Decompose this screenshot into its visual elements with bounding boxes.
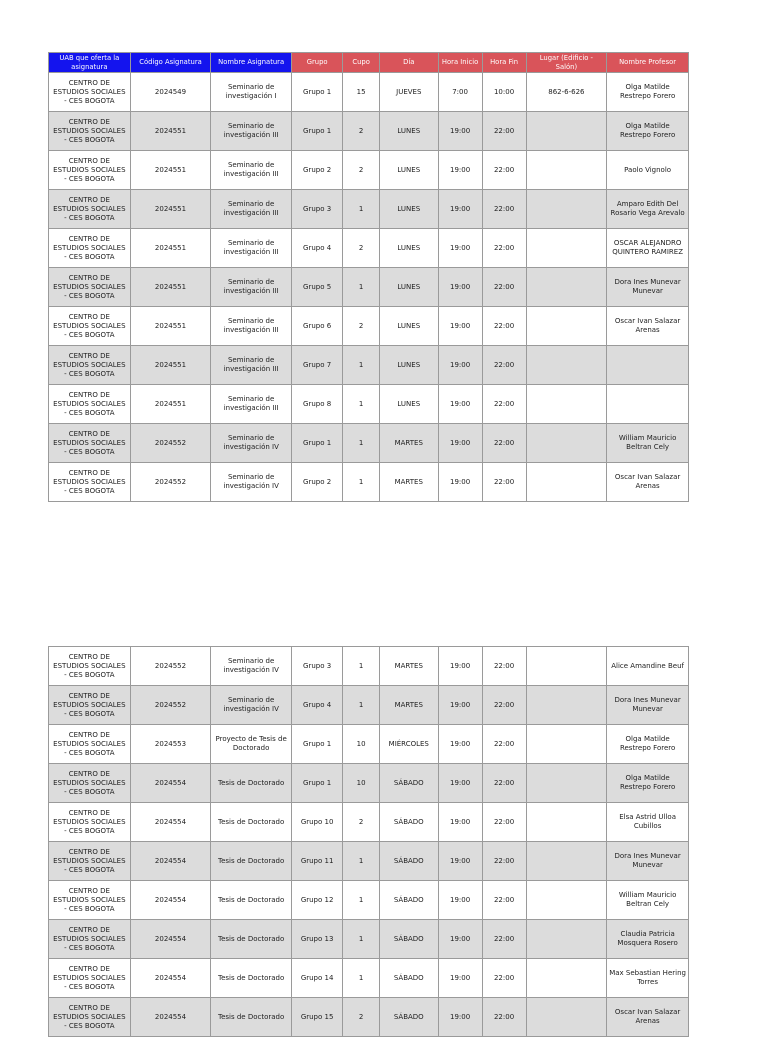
cell-grupo: Grupo 4	[291, 686, 342, 725]
cell-hora-fin: 22:00	[482, 112, 526, 151]
cell-nombre: Seminario de investigación III	[211, 112, 292, 151]
cell-dia: LUNES	[379, 385, 438, 424]
cell-codigo: 2024551	[130, 151, 211, 190]
cell-dia: SÁBADO	[379, 764, 438, 803]
table-row	[49, 229, 689, 268]
cell-profesor: Alice Amandine Beuf	[607, 647, 689, 686]
cell-hora-fin: 22:00	[482, 803, 526, 842]
cell-uab: CENTRO DE ESTUDIOS SOCIALES - CES BOGOTA	[49, 842, 131, 881]
cell-lugar	[526, 424, 607, 463]
cell-nombre: Proyecto de Tesis de Doctorado	[211, 725, 292, 764]
cell-profesor: Paolo Vignolo	[607, 151, 689, 190]
cell-uab: CENTRO DE ESTUDIOS SOCIALES - CES BOGOTA	[49, 307, 131, 346]
table-row	[49, 463, 689, 502]
cell-profesor: Olga Matilde Restrepo Forero	[607, 725, 689, 764]
cell-lugar	[526, 346, 607, 385]
cell-uab: CENTRO DE ESTUDIOS SOCIALES - CES BOGOTA	[49, 346, 131, 385]
cell-dia: MARTES	[379, 686, 438, 725]
header-cupo: Cupo	[343, 53, 380, 73]
cell-hora-fin: 22:00	[482, 959, 526, 998]
cell-cupo: 2	[343, 803, 380, 842]
cell-dia: SÁBADO	[379, 920, 438, 959]
cell-codigo: 2024553	[130, 725, 211, 764]
cell-nombre: Seminario de investigación III	[211, 385, 292, 424]
cell-profesor	[607, 346, 689, 385]
schedule-table-page-1	[48, 52, 689, 502]
cell-codigo: 2024551	[130, 385, 211, 424]
cell-grupo: Grupo 3	[291, 190, 342, 229]
cell-nombre: Seminario de investigación III	[211, 307, 292, 346]
cell-profesor: Amparo Edith Del Rosario Vega Arevalo	[607, 190, 689, 229]
cell-codigo: 2024552	[130, 463, 211, 502]
cell-codigo: 2024552	[130, 647, 211, 686]
cell-profesor: William Mauricio Beltran Cely	[607, 424, 689, 463]
table-row	[49, 686, 689, 725]
cell-nombre: Seminario de investigación IV	[211, 647, 292, 686]
cell-nombre: Seminario de investigación IV	[211, 463, 292, 502]
cell-cupo: 1	[343, 385, 380, 424]
table-row	[49, 346, 689, 385]
cell-hora-inicio: 19:00	[438, 307, 482, 346]
cell-hora-inicio: 19:00	[438, 190, 482, 229]
cell-profesor: Oscar Ivan Salazar Arenas	[607, 307, 689, 346]
cell-uab: CENTRO DE ESTUDIOS SOCIALES - CES BOGOTA	[49, 190, 131, 229]
table-row	[49, 268, 689, 307]
table-row	[49, 112, 689, 151]
cell-lugar	[526, 764, 607, 803]
cell-codigo: 2024551	[130, 307, 211, 346]
header-grupo: Grupo	[291, 53, 342, 73]
cell-dia: LUNES	[379, 268, 438, 307]
table-row	[49, 920, 689, 959]
cell-hora-fin: 22:00	[482, 307, 526, 346]
cell-hora-inicio: 19:00	[438, 268, 482, 307]
cell-hora-inicio: 19:00	[438, 959, 482, 998]
cell-cupo: 2	[343, 307, 380, 346]
table-row	[49, 842, 689, 881]
cell-grupo: Grupo 4	[291, 229, 342, 268]
cell-grupo: Grupo 3	[291, 647, 342, 686]
cell-lugar	[526, 307, 607, 346]
cell-profesor: Dora Ines Munevar Munevar	[607, 842, 689, 881]
table-row	[49, 190, 689, 229]
cell-grupo: Grupo 1	[291, 424, 342, 463]
cell-dia: LUNES	[379, 112, 438, 151]
cell-dia: SÁBADO	[379, 959, 438, 998]
cell-lugar	[526, 229, 607, 268]
cell-cupo: 1	[343, 424, 380, 463]
cell-hora-fin: 10:00	[482, 73, 526, 112]
cell-cupo: 1	[343, 842, 380, 881]
cell-uab: CENTRO DE ESTUDIOS SOCIALES - CES BOGOTA	[49, 998, 131, 1037]
cell-uab: CENTRO DE ESTUDIOS SOCIALES - CES BOGOTA	[49, 803, 131, 842]
cell-hora-fin: 22:00	[482, 920, 526, 959]
cell-codigo: 2024549	[130, 73, 211, 112]
cell-cupo: 1	[343, 463, 380, 502]
cell-cupo: 1	[343, 686, 380, 725]
cell-hora-inicio: 19:00	[438, 346, 482, 385]
cell-grupo: Grupo 1	[291, 764, 342, 803]
cell-cupo: 1	[343, 190, 380, 229]
cell-profesor: Olga Matilde Restrepo Forero	[607, 112, 689, 151]
cell-grupo: Grupo 10	[291, 803, 342, 842]
cell-nombre: Seminario de investigación III	[211, 346, 292, 385]
cell-nombre: Seminario de investigación IV	[211, 686, 292, 725]
cell-lugar	[526, 725, 607, 764]
cell-cupo: 2	[343, 151, 380, 190]
header-hora-fin: Hora Fin	[482, 53, 526, 73]
cell-profesor: William Mauricio Beltran Cely	[607, 881, 689, 920]
table-row	[49, 998, 689, 1037]
table-row	[49, 959, 689, 998]
cell-codigo: 2024551	[130, 112, 211, 151]
cell-grupo: Grupo 13	[291, 920, 342, 959]
cell-uab: CENTRO DE ESTUDIOS SOCIALES - CES BOGOTA	[49, 647, 131, 686]
cell-nombre: Tesis de Doctorado	[211, 998, 292, 1037]
cell-lugar	[526, 190, 607, 229]
cell-hora-inicio: 19:00	[438, 647, 482, 686]
cell-profesor: Dora Ines Munevar Munevar	[607, 686, 689, 725]
cell-nombre: Tesis de Doctorado	[211, 959, 292, 998]
cell-hora-inicio: 19:00	[438, 764, 482, 803]
table-row	[49, 307, 689, 346]
cell-nombre: Tesis de Doctorado	[211, 842, 292, 881]
header-codigo: Código Asignatura	[130, 53, 211, 73]
cell-profesor: Claudia Patricia Mosquera Rosero	[607, 920, 689, 959]
cell-grupo: Grupo 11	[291, 842, 342, 881]
cell-dia: MARTES	[379, 647, 438, 686]
cell-cupo: 2	[343, 998, 380, 1037]
cell-dia: MIÉRCOLES	[379, 725, 438, 764]
cell-dia: SÁBADO	[379, 842, 438, 881]
cell-nombre: Seminario de investigación III	[211, 190, 292, 229]
cell-cupo: 2	[343, 229, 380, 268]
table-row	[49, 385, 689, 424]
cell-codigo: 2024551	[130, 346, 211, 385]
cell-lugar	[526, 463, 607, 502]
table-body	[49, 647, 689, 1037]
cell-codigo: 2024554	[130, 959, 211, 998]
cell-uab: CENTRO DE ESTUDIOS SOCIALES - CES BOGOTA	[49, 764, 131, 803]
cell-hora-fin: 22:00	[482, 151, 526, 190]
cell-grupo: Grupo 8	[291, 385, 342, 424]
cell-hora-fin: 22:00	[482, 764, 526, 803]
cell-lugar	[526, 385, 607, 424]
table-row	[49, 647, 689, 686]
cell-nombre: Seminario de investigación I	[211, 73, 292, 112]
table-body	[49, 73, 689, 502]
cell-dia: JUEVES	[379, 73, 438, 112]
cell-dia: MARTES	[379, 463, 438, 502]
cell-codigo: 2024551	[130, 268, 211, 307]
cell-nombre: Seminario de investigación III	[211, 151, 292, 190]
cell-grupo: Grupo 1	[291, 725, 342, 764]
cell-codigo: 2024554	[130, 998, 211, 1037]
cell-cupo: 1	[343, 647, 380, 686]
table-row	[49, 73, 689, 112]
cell-hora-fin: 22:00	[482, 229, 526, 268]
cell-uab: CENTRO DE ESTUDIOS SOCIALES - CES BOGOTA	[49, 73, 131, 112]
cell-uab: CENTRO DE ESTUDIOS SOCIALES - CES BOGOTA	[49, 229, 131, 268]
cell-cupo: 1	[343, 920, 380, 959]
cell-uab: CENTRO DE ESTUDIOS SOCIALES - CES BOGOTA	[49, 385, 131, 424]
cell-lugar: 862-6-626	[526, 73, 607, 112]
header-nombre: Nombre Asignatura	[211, 53, 292, 73]
cell-lugar	[526, 881, 607, 920]
cell-profesor: Max Sebastian Hering Torres	[607, 959, 689, 998]
cell-profesor: OSCAR ALEJANDRO QUINTERO RAMIREZ	[607, 229, 689, 268]
cell-nombre: Tesis de Doctorado	[211, 803, 292, 842]
cell-hora-fin: 22:00	[482, 463, 526, 502]
cell-profesor: Elsa Astrid Ulloa Cubillos	[607, 803, 689, 842]
header-hora-inicio: Hora Inicio	[438, 53, 482, 73]
header-profesor: Nombre Profesor	[607, 53, 689, 73]
cell-hora-inicio: 19:00	[438, 998, 482, 1037]
cell-uab: CENTRO DE ESTUDIOS SOCIALES - CES BOGOTA	[49, 112, 131, 151]
cell-hora-inicio: 19:00	[438, 881, 482, 920]
cell-hora-inicio: 19:00	[438, 803, 482, 842]
cell-cupo: 10	[343, 725, 380, 764]
table-row	[49, 764, 689, 803]
cell-profesor: Oscar Ivan Salazar Arenas	[607, 463, 689, 502]
cell-nombre: Seminario de investigación III	[211, 268, 292, 307]
cell-hora-fin: 22:00	[482, 268, 526, 307]
cell-hora-fin: 22:00	[482, 424, 526, 463]
cell-hora-fin: 22:00	[482, 881, 526, 920]
cell-lugar	[526, 842, 607, 881]
cell-dia: SÁBADO	[379, 803, 438, 842]
cell-cupo: 1	[343, 268, 380, 307]
cell-profesor: Olga Matilde Restrepo Forero	[607, 764, 689, 803]
table-header	[49, 53, 689, 73]
cell-nombre: Tesis de Doctorado	[211, 764, 292, 803]
cell-hora-inicio: 19:00	[438, 842, 482, 881]
cell-uab: CENTRO DE ESTUDIOS SOCIALES - CES BOGOTA	[49, 725, 131, 764]
cell-grupo: Grupo 1	[291, 112, 342, 151]
cell-uab: CENTRO DE ESTUDIOS SOCIALES - CES BOGOTA	[49, 881, 131, 920]
cell-hora-inicio: 19:00	[438, 112, 482, 151]
cell-hora-inicio: 19:00	[438, 151, 482, 190]
cell-lugar	[526, 920, 607, 959]
cell-codigo: 2024554	[130, 920, 211, 959]
cell-lugar	[526, 803, 607, 842]
cell-hora-fin: 22:00	[482, 842, 526, 881]
table-row	[49, 151, 689, 190]
cell-grupo: Grupo 7	[291, 346, 342, 385]
cell-uab: CENTRO DE ESTUDIOS SOCIALES - CES BOGOTA	[49, 920, 131, 959]
cell-dia: SÁBADO	[379, 998, 438, 1037]
cell-grupo: Grupo 15	[291, 998, 342, 1037]
cell-cupo: 10	[343, 764, 380, 803]
cell-codigo: 2024551	[130, 229, 211, 268]
cell-nombre: Tesis de Doctorado	[211, 881, 292, 920]
cell-hora-fin: 22:00	[482, 190, 526, 229]
cell-lugar	[526, 112, 607, 151]
cell-lugar	[526, 151, 607, 190]
table-row	[49, 803, 689, 842]
cell-hora-inicio: 19:00	[438, 920, 482, 959]
cell-dia: MARTES	[379, 424, 438, 463]
cell-grupo: Grupo 5	[291, 268, 342, 307]
cell-lugar	[526, 268, 607, 307]
cell-hora-fin: 22:00	[482, 346, 526, 385]
header-uab: UAB que oferta la asignatura	[49, 53, 131, 73]
cell-grupo: Grupo 2	[291, 151, 342, 190]
cell-cupo: 2	[343, 112, 380, 151]
cell-hora-fin: 22:00	[482, 998, 526, 1037]
cell-hora-inicio: 19:00	[438, 686, 482, 725]
cell-grupo: Grupo 2	[291, 463, 342, 502]
cell-grupo: Grupo 1	[291, 73, 342, 112]
cell-uab: CENTRO DE ESTUDIOS SOCIALES - CES BOGOTA	[49, 268, 131, 307]
cell-hora-inicio: 19:00	[438, 385, 482, 424]
cell-cupo: 1	[343, 881, 380, 920]
cell-uab: CENTRO DE ESTUDIOS SOCIALES - CES BOGOTA	[49, 424, 131, 463]
cell-profesor: Oscar Ivan Salazar Arenas	[607, 998, 689, 1037]
cell-codigo: 2024554	[130, 803, 211, 842]
cell-dia: SÁBADO	[379, 881, 438, 920]
cell-profesor	[607, 385, 689, 424]
cell-lugar	[526, 647, 607, 686]
cell-cupo: 15	[343, 73, 380, 112]
cell-dia: LUNES	[379, 307, 438, 346]
cell-grupo: Grupo 6	[291, 307, 342, 346]
cell-codigo: 2024554	[130, 764, 211, 803]
cell-uab: CENTRO DE ESTUDIOS SOCIALES - CES BOGOTA	[49, 686, 131, 725]
cell-uab: CENTRO DE ESTUDIOS SOCIALES - CES BOGOTA	[49, 463, 131, 502]
cell-uab: CENTRO DE ESTUDIOS SOCIALES - CES BOGOTA	[49, 959, 131, 998]
cell-dia: LUNES	[379, 151, 438, 190]
cell-codigo: 2024554	[130, 842, 211, 881]
cell-grupo: Grupo 14	[291, 959, 342, 998]
cell-uab: CENTRO DE ESTUDIOS SOCIALES - CES BOGOTA	[49, 151, 131, 190]
cell-grupo: Grupo 12	[291, 881, 342, 920]
cell-dia: LUNES	[379, 346, 438, 385]
cell-hora-inicio: 19:00	[438, 424, 482, 463]
table-row	[49, 424, 689, 463]
cell-hora-inicio: 19:00	[438, 725, 482, 764]
header-lugar: Lugar (Edificio - Salón)	[526, 53, 607, 73]
cell-hora-fin: 22:00	[482, 725, 526, 764]
cell-dia: LUNES	[379, 229, 438, 268]
cell-hora-inicio: 19:00	[438, 229, 482, 268]
cell-profesor: Dora Ines Munevar Munevar	[607, 268, 689, 307]
cell-lugar	[526, 959, 607, 998]
header-dia: Día	[379, 53, 438, 73]
cell-dia: LUNES	[379, 190, 438, 229]
cell-hora-inicio: 19:00	[438, 463, 482, 502]
cell-hora-inicio: 7:00	[438, 73, 482, 112]
cell-cupo: 1	[343, 346, 380, 385]
cell-lugar	[526, 998, 607, 1037]
cell-codigo: 2024551	[130, 190, 211, 229]
cell-codigo: 2024554	[130, 881, 211, 920]
table-row	[49, 725, 689, 764]
cell-nombre: Seminario de investigación III	[211, 229, 292, 268]
cell-profesor: Olga Matilde Restrepo Forero	[607, 73, 689, 112]
cell-hora-fin: 22:00	[482, 686, 526, 725]
cell-hora-fin: 22:00	[482, 385, 526, 424]
cell-cupo: 1	[343, 959, 380, 998]
cell-codigo: 2024552	[130, 424, 211, 463]
cell-nombre: Tesis de Doctorado	[211, 920, 292, 959]
schedule-table-page-2	[48, 646, 689, 1037]
cell-nombre: Seminario de investigación IV	[211, 424, 292, 463]
cell-lugar	[526, 686, 607, 725]
table-row	[49, 881, 689, 920]
cell-hora-fin: 22:00	[482, 647, 526, 686]
cell-codigo: 2024552	[130, 686, 211, 725]
